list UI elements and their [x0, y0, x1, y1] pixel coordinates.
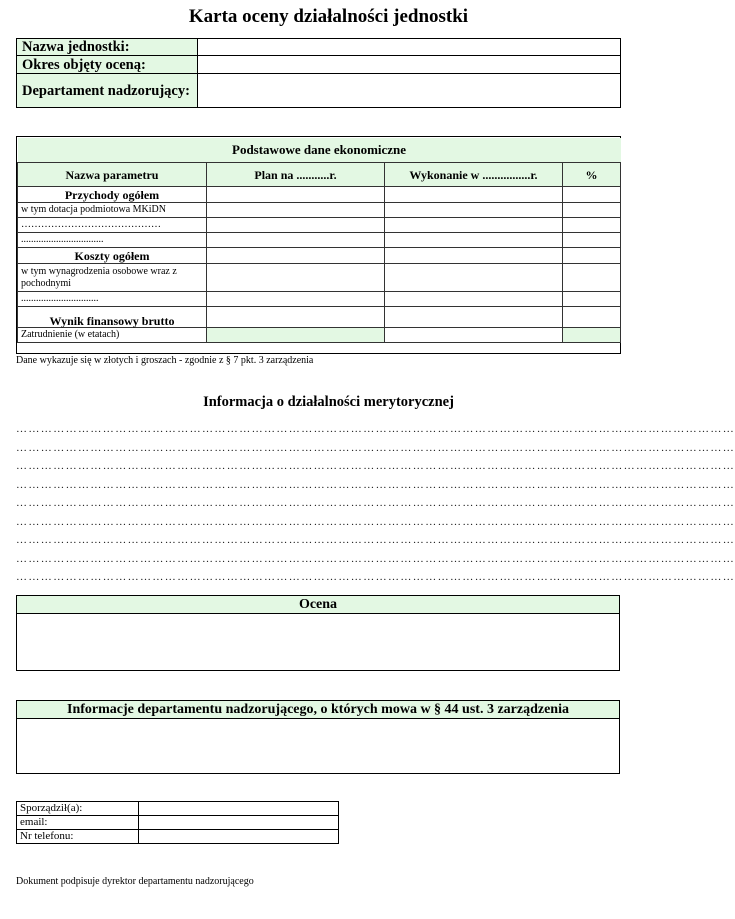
cell-plan[interactable] [207, 292, 385, 307]
cell-percent[interactable] [563, 264, 621, 292]
table-row [18, 233, 621, 248]
cell-percent[interactable] [563, 203, 621, 218]
row-label-costs: Koszty ogółem [18, 248, 207, 264]
dotted-line[interactable]: ………………………………………………………………………………………………………………………………………………………… [16, 515, 735, 528]
cell-execution[interactable] [385, 218, 563, 233]
dotted-line[interactable]: ………………………………………………………………………………………………………………………………………………………… [16, 497, 735, 509]
cell-execution[interactable] [385, 264, 563, 292]
col-header-percent: % [563, 163, 621, 187]
assessment-title: Ocena [17, 596, 619, 614]
email-field[interactable] [139, 816, 339, 830]
cell-execution[interactable] [385, 187, 563, 203]
department-info-title: Informacje departamentu nadzorującego, o których mowa w § 44 ust. 3 zarządzenia [17, 701, 619, 719]
merit-title: Informacja o działalności merytorycznej [203, 394, 454, 410]
cell-percent[interactable] [563, 187, 621, 203]
cell-percent[interactable] [563, 218, 621, 233]
dotted-line[interactable]: ………………………………………………………………………………………………………………………………………………………… [16, 552, 735, 565]
cell-percent[interactable] [563, 328, 621, 343]
dotted-line[interactable]: ………………………………………………………………………………………………………………………………………………………… [16, 423, 735, 435]
economic-note: Dane wykazuje się w złotych i groszach - zgodnie z § 7 pkt. 3 zarządzenia [16, 355, 314, 366]
unit-name-field[interactable] [198, 39, 621, 56]
table-row [18, 187, 621, 203]
page-title: Karta oceny działalności jednostki [188, 6, 469, 27]
cell-execution[interactable] [385, 292, 563, 307]
assessment-box [16, 595, 620, 671]
department-info-field[interactable] [17, 719, 619, 774]
signature-table [16, 801, 339, 844]
phone-field[interactable] [139, 830, 339, 844]
row-label-salaries: w tym wynagrodzenia osobowe wraz z pochodnymi [18, 264, 207, 292]
dotted-line[interactable]: ………………………………………………………………………………………………………………………………………………………… [16, 460, 735, 472]
economic-data-section [16, 136, 621, 354]
unit-name-label: Nazwa jednostki: [17, 39, 198, 56]
table-row [18, 264, 621, 292]
table-row [18, 292, 621, 307]
dotted-line[interactable]: ………………………………………………………………………………………………………………………………………………………… [16, 534, 735, 546]
period-field[interactable] [198, 56, 621, 74]
table-row [18, 248, 621, 264]
col-header-execution: Wykonanie w ................r. [385, 163, 563, 187]
cell-plan[interactable] [207, 218, 385, 233]
col-header-parameter: Nazwa parametru [18, 163, 207, 187]
cell-plan[interactable] [207, 187, 385, 203]
cell-plan[interactable] [207, 248, 385, 264]
period-label: Okres objęty oceną: [17, 56, 198, 74]
cell-execution[interactable] [385, 307, 563, 328]
prepared-by-field[interactable] [139, 802, 339, 816]
row-label-blank: ................................. [18, 233, 207, 248]
col-header-plan: Plan na ...........r. [207, 163, 385, 187]
row-label-result: Wynik finansowy brutto [18, 307, 207, 328]
cell-execution[interactable] [385, 328, 563, 343]
cell-execution[interactable] [385, 248, 563, 264]
table-row [18, 307, 621, 328]
department-field[interactable] [198, 74, 621, 108]
row-label-blank: …………………………………… [18, 218, 207, 233]
dotted-line[interactable]: ………………………………………………………………………………………………………………………………………………………… [16, 571, 735, 583]
cell-plan[interactable] [207, 264, 385, 292]
cell-percent[interactable] [563, 233, 621, 248]
cell-plan[interactable] [207, 203, 385, 218]
table-row [18, 203, 621, 218]
economic-title: Podstawowe dane ekonomiczne [18, 138, 621, 163]
row-label-revenue: Przychody ogółem [18, 187, 207, 203]
table-row [18, 328, 621, 343]
email-label: email: [17, 816, 139, 830]
cell-plan[interactable] [207, 307, 385, 328]
cell-plan[interactable] [207, 233, 385, 248]
dotted-line[interactable]: ………………………………………………………………………………………………………………………………………………………… [16, 478, 735, 491]
cell-percent[interactable] [563, 292, 621, 307]
row-label-blank: ............................... [18, 292, 207, 307]
economic-data-table [17, 138, 621, 343]
table-row [18, 218, 621, 233]
cell-percent[interactable] [563, 248, 621, 264]
phone-label: Nr telefonu: [17, 830, 139, 844]
cell-execution[interactable] [385, 233, 563, 248]
prepared-by-label: Sporządził(a): [17, 802, 139, 816]
dotted-line[interactable]: ………………………………………………………………………………………………………………………………………………………… [16, 441, 735, 454]
cell-execution[interactable] [385, 203, 563, 218]
unit-info-table [16, 38, 621, 108]
department-info-box [16, 700, 620, 774]
assessment-field[interactable] [17, 614, 619, 671]
row-label-subsidy: w tym dotacja podmiotowa MKiDN [18, 203, 207, 218]
row-label-employment: Zatrudnienie (w etatach) [18, 328, 207, 343]
cell-plan[interactable] [207, 328, 385, 343]
department-label: Departament nadzorujący: [17, 74, 198, 108]
footer-note: Dokument podpisuje dyrektor departamentu nadzorującego [16, 876, 254, 887]
cell-percent[interactable] [563, 307, 621, 328]
